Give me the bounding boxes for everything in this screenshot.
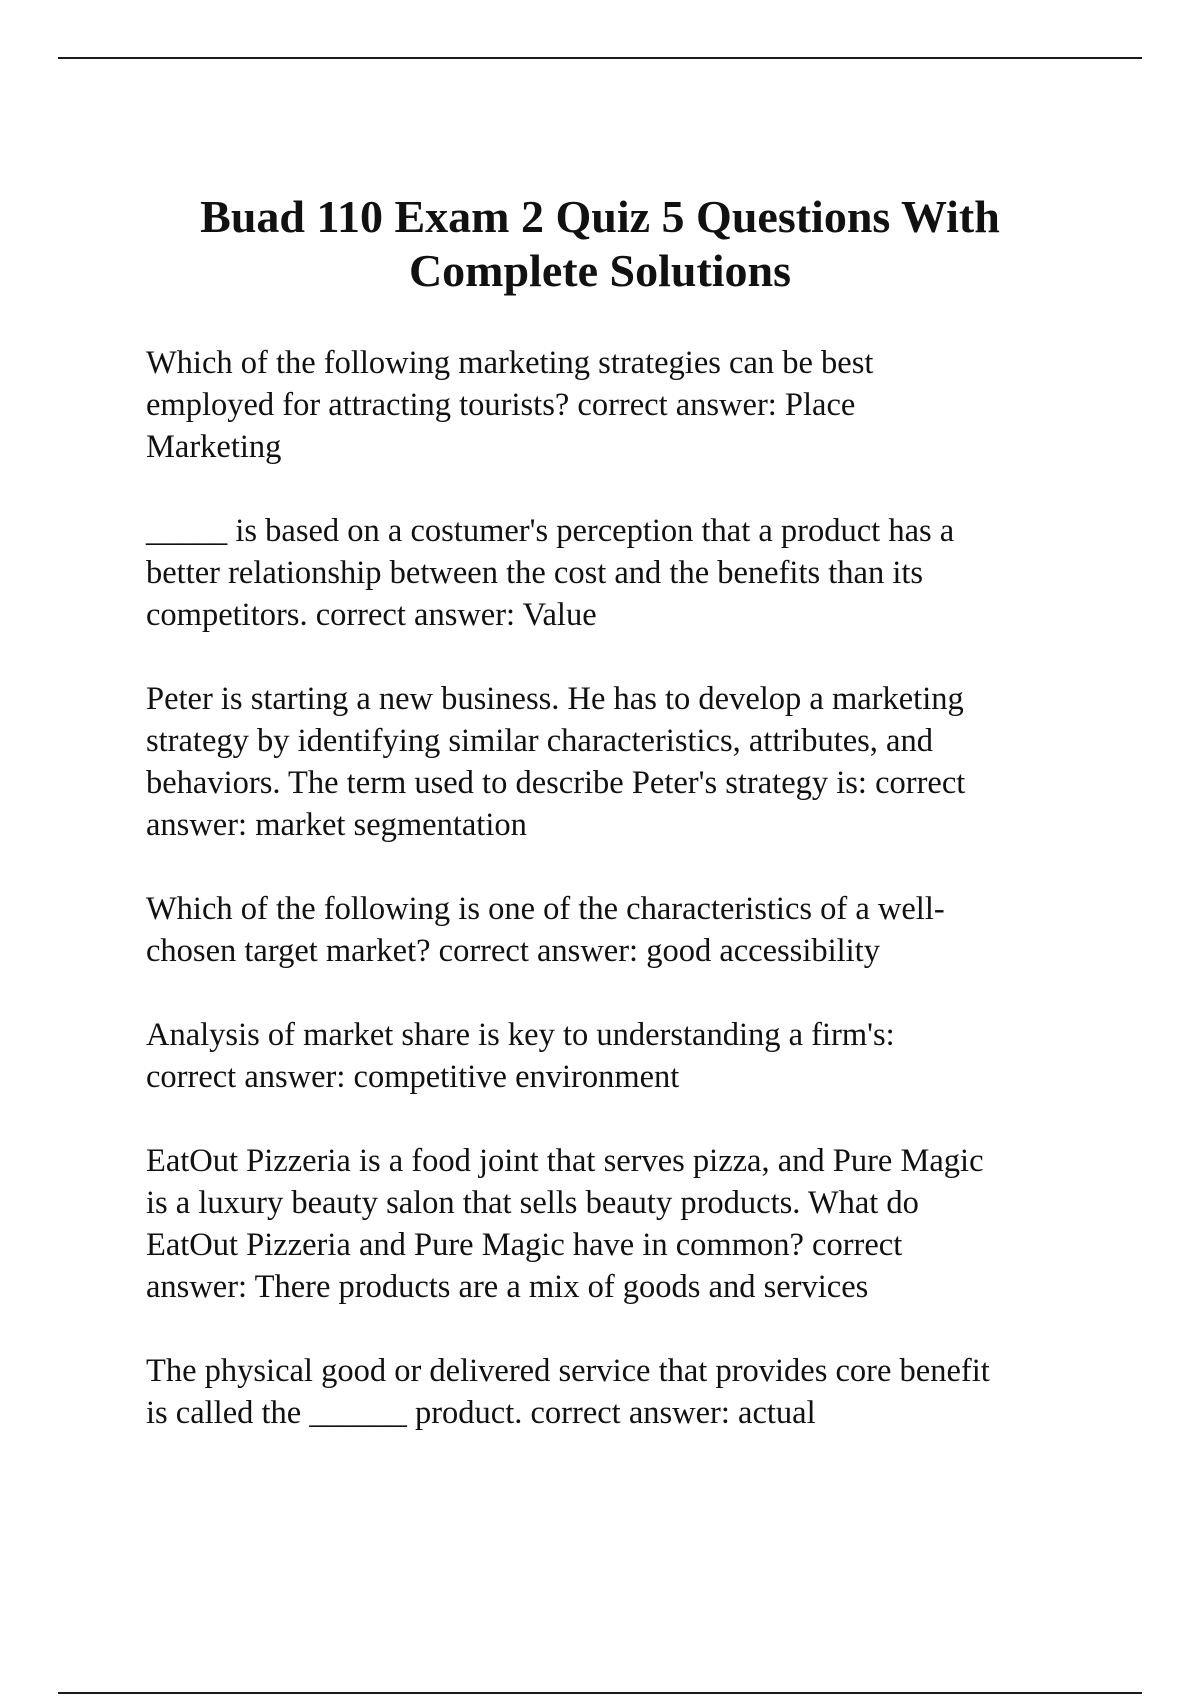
qa-item: Which of the following marketing strategies can be best employed for attracting tourists? correct answer: Place Marketing xyxy=(146,345,874,465)
qa-item: EatOut Pizzeria is a food joint that serves pizza, and Pure Magic is a luxury beauty salon that sells beauty products. What do EatOut Pizzeria and Pure Magic have in common? correct answer: There products are a mix of goods and services xyxy=(146,1143,984,1305)
header-rule xyxy=(58,57,1142,59)
qa-item: _____ is based on a costumer's perception that a product has a better relationship between the cost and the benefits than its competitors. correct answer: Value xyxy=(146,513,955,633)
qa-item: Analysis of market share is key to understanding a firm's: correct answer: competitive environment xyxy=(146,1017,895,1095)
footer-rule xyxy=(58,1692,1142,1694)
document-title: Buad 110 Exam 2 Quiz 5 Questions With Complete Solutions xyxy=(200,191,1000,296)
qa-item: Peter is starting a new business. He has to develop a marketing strategy by identifying similar characteristics, attributes, and behaviors. The term used to describe Peter's strategy is: correct answer: market segmentation xyxy=(146,681,966,843)
qa-item: Which of the following is one of the characteristics of a well- chosen target market? correct answer: good accessibility xyxy=(146,891,945,969)
question-answer-list xyxy=(146,342,1106,1476)
qa-item: The physical good or delivered service that provides core benefit is called the ______ product. correct answer: actual xyxy=(146,1353,990,1431)
